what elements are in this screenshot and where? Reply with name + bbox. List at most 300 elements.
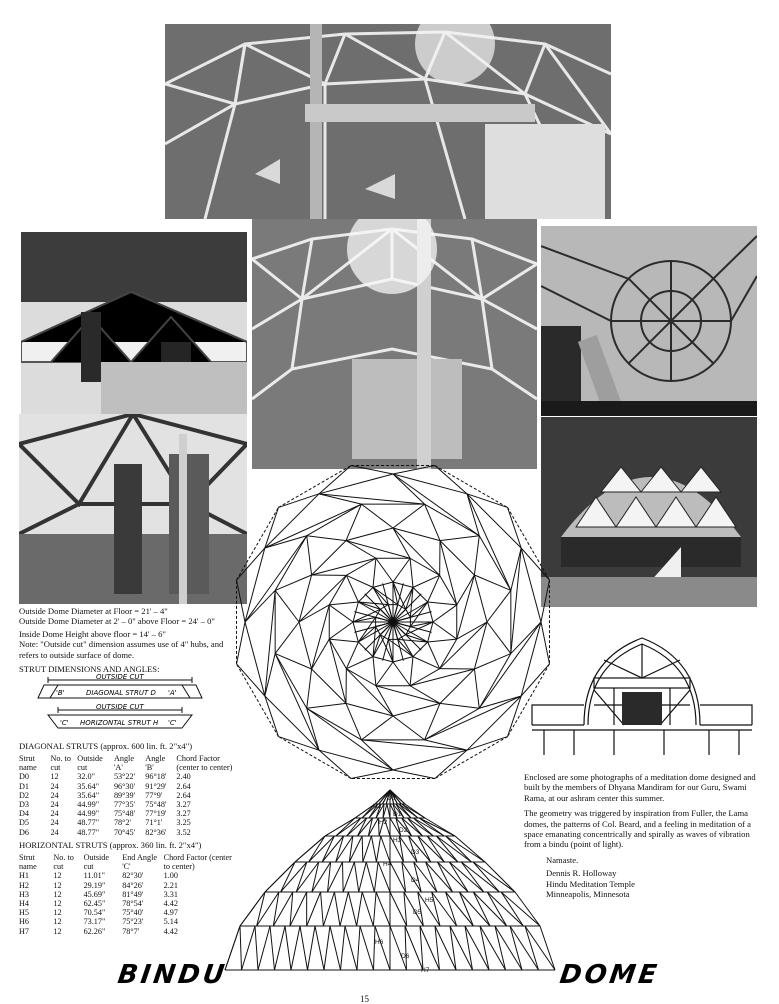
diagonal-strut-line [312, 605, 330, 669]
table-cell: 35.64" [77, 791, 114, 800]
table-cell: 82°36' [145, 828, 176, 837]
table-cell: 62.26" [84, 927, 123, 936]
page-number: 15 [360, 994, 369, 1004]
diagonal-strut-line [270, 926, 275, 970]
diagonal-strut-line [457, 575, 475, 605]
diagonal-strut-line [240, 926, 242, 970]
horizontal-strut-line [299, 622, 312, 669]
table-cell: 71°1' [145, 818, 176, 827]
horizontal-struts-table [19, 853, 239, 936]
table-cell: 48.77" [77, 828, 114, 837]
diagonal-strut-line [321, 892, 324, 926]
diagonal-strut-line [433, 605, 457, 622]
table-cell: 12 [53, 899, 83, 908]
diagonal-strut-line [343, 862, 344, 892]
diagonal-strut-line [275, 926, 286, 970]
table-row [19, 782, 239, 791]
table-cell: 4.42 [164, 927, 239, 936]
diagonal-strut-line [388, 639, 393, 662]
diagonal-strut-line [362, 836, 363, 862]
diagonal-strut-line [281, 862, 307, 892]
photo-dome-exterior-finished [541, 417, 757, 607]
diagonal-strut-line [428, 602, 457, 605]
elevation-strut-label: D6 [401, 953, 410, 960]
diagonal-strut-line [440, 541, 457, 605]
diagonal-strut-line [376, 558, 393, 582]
diagonal-strut-line [413, 575, 440, 587]
diagonal-strut-line [345, 926, 357, 970]
table-row [19, 899, 239, 908]
table-row [19, 800, 239, 809]
diagonal-strut-line [511, 548, 521, 590]
table-cell: 32.0" [77, 772, 114, 781]
description-paragraph-1: Enclosed are some photographs of a meditation dome designed and built by the members of Dhyana Mandiram for our Guru, Swami Rama, at our ashram center this summer. [524, 772, 756, 803]
table-cell: 96°30' [114, 782, 145, 791]
diagonal-strut-line [307, 536, 312, 575]
horizontal-strut-line [237, 664, 279, 737]
elevation-strut-label: D2 [399, 827, 408, 834]
table-cell: 77°35' [114, 800, 145, 809]
diagonal-strut-line [346, 703, 361, 739]
diagonal-strut-line [446, 892, 457, 926]
column-header: End Angle 'C' [122, 853, 163, 871]
diagonal-strut-line [373, 587, 398, 604]
diagonal-strut-line [413, 657, 440, 669]
strut-drawings [30, 670, 210, 736]
diagonal-strut-line [329, 605, 353, 622]
diagonal-strut-line [425, 504, 440, 540]
diagonal-strut-line [265, 590, 275, 696]
diagonal-strut-line [265, 862, 295, 892]
diagonal-strut-line [265, 696, 279, 737]
table-cell: 11.01" [84, 871, 123, 880]
outside-cut-label-2: OUTSIDE CUT [96, 703, 144, 711]
table-cell: D2 [19, 791, 50, 800]
table-cell: 96°18' [145, 772, 176, 781]
table-row [19, 828, 239, 837]
diagonal-strut-line [354, 862, 358, 892]
horizontal-strut-label: HORIZONTAL STRUT H [80, 719, 159, 727]
horizontal-strut-line [425, 708, 480, 740]
table-cell: 12 [53, 908, 83, 917]
table-cell: 3.52 [176, 828, 239, 837]
elevation-strut-label: H6 [375, 939, 384, 946]
diagonal-strut-line [309, 836, 335, 862]
column-header: Angle 'B' [145, 754, 176, 772]
diagonal-strut-line [362, 892, 373, 926]
angle-c-label-right: 'C' [168, 719, 177, 727]
diagonal-strut-line [371, 836, 376, 862]
column-header: No. to cut [50, 754, 77, 772]
diagonal-strut-line [346, 575, 358, 602]
diagonal-strut-line [459, 892, 490, 926]
table-row [19, 772, 239, 781]
table-cell: D4 [19, 809, 50, 818]
diagonal-strut-line [467, 737, 508, 751]
table-row [19, 927, 239, 936]
diagonal-strut-line [336, 818, 355, 836]
diagonal-strut-line [242, 926, 256, 970]
horizontal-strut-line [329, 639, 346, 669]
table-cell: 3.25 [176, 818, 239, 827]
elevation-strut-label: H5 [425, 897, 434, 904]
table-cell: 53°22' [114, 772, 145, 781]
table-cell: D3 [19, 800, 50, 809]
diagonal-strut-line [323, 892, 334, 926]
table-row [19, 917, 239, 926]
table-cell: 5.14 [164, 917, 239, 926]
horizontal-strut-line [312, 541, 346, 575]
diagonal-strut-line [446, 836, 472, 862]
dome-specs [19, 606, 239, 674]
diagonal-strut-line [265, 654, 275, 696]
table-cell: 77°19' [145, 809, 176, 818]
diagonal-strut-line [540, 926, 555, 970]
diagonal-strut-line [388, 639, 413, 656]
table-row [19, 890, 239, 899]
diagonal-strut-line [357, 926, 360, 970]
table-cell: 3.31 [164, 890, 239, 899]
diagonal-strut-line [258, 926, 270, 970]
diagonal-strut-line [511, 548, 521, 654]
namaste: Namaste. [546, 855, 756, 865]
elevation-strut-label: D4 [411, 877, 420, 884]
diagonal-strut-line [428, 642, 440, 669]
table-cell: 1.00 [164, 871, 239, 880]
table-cell: 35.64" [77, 782, 114, 791]
horizontal-table-title: HORIZONTAL STRUTS (approx. 360 lin. ft. 2"x4") [19, 840, 201, 850]
diagonal-strut-line [324, 926, 330, 970]
photo-workers-exterior [21, 232, 247, 414]
horizontal-strut-line [435, 737, 508, 779]
table-cell: 78°2' [114, 818, 145, 827]
diagonal-table-title: DIAGONAL STRUTS (approx. 600 lin. ft. 2"x4") [19, 741, 192, 751]
table-cell: 78°7' [122, 927, 163, 936]
diagonal-strut-line [393, 558, 410, 582]
diagonal-strut-line [440, 622, 487, 669]
table-cell: 91°29' [145, 782, 176, 791]
diagonal-strut-line [357, 892, 363, 926]
table-cell: 24 [50, 800, 77, 809]
diagonal-strut-line [474, 654, 510, 669]
table-cell: D1 [19, 782, 50, 791]
diagonal-strut-line [376, 836, 380, 862]
photo-dome-interior-right [541, 226, 757, 416]
diagonal-strut-line [361, 740, 467, 750]
diagonal-strut-line [393, 528, 440, 575]
diagonal-strut-line [319, 494, 361, 504]
photo-dome-interior-top [165, 24, 611, 219]
diagonal-strut-line [459, 892, 473, 926]
elevation-strut-label: D0 [387, 795, 396, 802]
diagonal-strut-line [373, 892, 376, 926]
diagonal-strut-line [440, 536, 479, 541]
diagonal-strut-line [410, 602, 427, 627]
diagonal-strut-line [433, 622, 457, 639]
diagonal-strut-line [336, 836, 344, 862]
table-cell: 89°39' [114, 791, 145, 800]
diagonal-strut-line [315, 926, 324, 970]
diagonal-strut-line [426, 862, 437, 892]
table-cell: H1 [19, 871, 53, 880]
table-row [19, 908, 239, 917]
diagonal-strut-line [485, 862, 515, 892]
diagonal-strut-line [393, 662, 410, 686]
table-row [19, 809, 239, 818]
diagonal-strut-line [346, 657, 373, 669]
horizontal-strut-line [346, 558, 376, 575]
author-name: Dennis R. Holloway [546, 868, 756, 878]
horizontal-strut-line [278, 466, 351, 508]
horizontal-strut-line [307, 504, 362, 536]
horizontal-strut-line [474, 622, 487, 669]
diagonal-strut-line [359, 862, 367, 892]
diagonal-strut-line [455, 836, 485, 862]
diagonal-strut-line [319, 494, 425, 504]
table-cell: 24 [50, 828, 77, 837]
table-cell: 2.21 [164, 881, 239, 890]
elevation-strut-label: D5 [413, 909, 422, 916]
outside-cut-label-1: OUTSIDE CUT [96, 673, 144, 681]
column-header: Outside cut [77, 754, 114, 772]
diagonal-strut-line [390, 926, 407, 970]
table-cell: D6 [19, 828, 50, 837]
elevation-strut-label: D3 [411, 849, 420, 856]
diagonal-strut-line [307, 703, 346, 708]
table-cell: 70°45' [114, 828, 145, 837]
horizontal-strut-line [410, 669, 440, 686]
table-cell: 45.69" [84, 890, 123, 899]
diagonal-strut-line [381, 836, 390, 862]
diagonal-strut-line [374, 862, 378, 892]
table-cell: 82°30' [122, 871, 163, 880]
column-header: Strut name [19, 853, 53, 871]
horizontal-strut-line [440, 669, 474, 703]
diagonal-strut-line [351, 466, 393, 474]
horizontal-strut-line [312, 669, 346, 703]
table-cell: H3 [19, 890, 53, 899]
horizontal-strut-line [474, 575, 487, 622]
elevation-strut-label: H2 [379, 819, 388, 826]
diagonal-strut-line [487, 622, 511, 654]
table-cell: 75°48' [145, 800, 176, 809]
horizontal-strut-line [440, 541, 474, 575]
table-cell: 75°48' [114, 809, 145, 818]
diagonal-strut-line [275, 590, 299, 622]
diagonal-strut-line [405, 926, 407, 970]
diagonal-strut-line [410, 558, 413, 587]
table-cell: 12 [53, 917, 83, 926]
description-block [524, 772, 756, 899]
table-cell: 3.27 [176, 809, 239, 818]
diagonal-strut-line [341, 926, 346, 970]
table-cell: 4.97 [164, 908, 239, 917]
horizontal-strut-line [278, 737, 351, 779]
diagonal-strut-line [410, 669, 474, 686]
outside-cut-note: Note: "Outside cut" dimension assumes use of 4" hubs, and refers to outside surface of dome. [19, 639, 234, 660]
diagonal-strut-line [480, 926, 506, 970]
diagonal-strut-line [393, 504, 425, 528]
angle-c-label-left: 'C' [60, 719, 69, 727]
elevation-strut-label: D1 [393, 811, 402, 818]
diagonal-strut-line [330, 926, 341, 970]
horizontal-strut-line [440, 575, 457, 605]
table-cell: H6 [19, 917, 53, 926]
diagonal-strut-line [480, 926, 489, 970]
diagonal-strut-line [366, 862, 374, 892]
diagonal-strut-line [374, 926, 376, 970]
diagonal-strut-line [425, 740, 467, 750]
table-cell: H2 [19, 881, 53, 890]
table-cell: 2.40 [176, 772, 239, 781]
diagonal-strut-line [473, 862, 499, 892]
diagonal-strut-line [257, 892, 279, 926]
diagonal-strut-line [340, 892, 348, 926]
dome-plan-diagram [228, 452, 558, 792]
diagonal-strut-line [343, 862, 354, 892]
diagonal-strut-line [351, 770, 393, 778]
table-cell: 78°54' [122, 899, 163, 908]
diagonal-strut-line [295, 836, 325, 862]
diagonal-strut-line [361, 716, 393, 740]
diagonal-strut-line [495, 926, 522, 970]
table-cell: 2.64 [176, 791, 239, 800]
diagonal-strut-line [255, 926, 258, 970]
table-cell: 84°26' [122, 881, 163, 890]
table-cell: D5 [19, 818, 50, 827]
diagonal-strut-line [410, 686, 440, 704]
diagonal-strut-line [361, 504, 393, 528]
diagonal-strut-line [296, 862, 307, 892]
elevation-strut-label: H3 [393, 837, 402, 844]
diagonal-strut-line [525, 926, 555, 970]
photo-workers-inside-frame [19, 414, 247, 604]
diagonal-strut-line [312, 639, 330, 669]
elevation-strut-label: H7 [421, 967, 430, 974]
horizontal-strut-line [346, 703, 393, 716]
table-cell: 70.54" [84, 908, 123, 917]
angle-a-label: 'A' [168, 689, 177, 697]
author-org: Hindu Meditation Temple [546, 879, 756, 889]
diagonal-strut-line [329, 622, 353, 639]
table-cell: 29.19" [84, 881, 123, 890]
angle-b-label: 'B' [56, 689, 65, 697]
dome-section-drawing [524, 630, 760, 760]
diagonal-strut-line [474, 536, 479, 575]
strut-heading: STRUT DIMENSIONS AND ANGLES: [19, 664, 239, 674]
table-cell: 44.99" [77, 800, 114, 809]
diagonal-strut-line [346, 541, 410, 559]
diagonal-strut-line [346, 541, 376, 559]
title-dome: DOME [558, 960, 662, 990]
column-header: Outside cut [84, 853, 123, 871]
diagonal-strut-line [363, 836, 372, 862]
diagonal-strut-line [334, 892, 340, 926]
diagonal-strut-line [291, 926, 300, 970]
diagonal-strut-line [410, 657, 413, 686]
description-paragraph-2: The geometry was triggered by inspiration from Fuller, the Lama domes, the patterns of Col. Beard, and a feeling in meditation of a space emanating concentrically and spirally as waves of vibration from a bindu (point of light). [524, 808, 756, 850]
diagonal-strut-line [308, 926, 316, 970]
table-cell: 24 [50, 791, 77, 800]
diagonal-strut-line [360, 926, 374, 970]
table-cell: 24 [50, 809, 77, 818]
table-cell: 75°40' [122, 908, 163, 917]
diagonal-strut-line [278, 494, 319, 508]
table-cell: 62.45" [84, 899, 123, 908]
table-cell: H4 [19, 899, 53, 908]
diagonal-strut-line [346, 669, 393, 716]
diagonal-strut-line [346, 575, 373, 587]
diagonal-strut-line [275, 575, 311, 590]
dome-elevation-diagram [215, 784, 565, 984]
outside-diameter-floor: Outside Dome Diameter at Floor = 21' – 4" [19, 606, 239, 616]
diagonal-strut-line [299, 575, 346, 622]
diagonal-strut-line [446, 892, 474, 926]
diagonal-strut-line [510, 926, 522, 970]
table-cell: H7 [19, 927, 53, 936]
diagonal-strut-line [358, 617, 375, 642]
column-header: Angle 'A' [114, 754, 145, 772]
diagonal-strut-line [438, 862, 469, 892]
diagonal-strut-line [281, 862, 295, 892]
table-cell: 77°9' [145, 791, 176, 800]
diagonal-strut-line [440, 703, 479, 708]
diagonal-strut-line [376, 686, 440, 704]
diagonal-strut-line [487, 590, 511, 622]
table-cell: D0 [19, 772, 50, 781]
elevation-strut-label: H4 [383, 861, 392, 868]
diagonal-strut-line [541, 580, 549, 622]
diagonal-strut-line [426, 862, 453, 892]
horizontal-strut-line [237, 507, 279, 580]
diagonal-strut-line [435, 926, 440, 970]
table-row [19, 871, 239, 880]
diagonal-strut-line [353, 617, 376, 622]
diagonal-struts-table [19, 754, 239, 837]
diagonal-strut-line [428, 639, 457, 642]
table-cell: 12 [53, 927, 83, 936]
diagonal-strut-line [510, 926, 539, 970]
column-header: Chord Factor (center to center) [176, 754, 239, 772]
horizontal-strut-line [435, 466, 508, 508]
table-cell: 24 [50, 818, 77, 827]
horizontal-strut-line [299, 575, 312, 622]
diagonal-strut-line [525, 926, 539, 970]
diagonal-strut-line [495, 926, 506, 970]
column-header: Chord Factor (center to center) [164, 853, 239, 871]
table-cell: 48.77" [77, 818, 114, 827]
diagonal-strut-line [438, 862, 453, 892]
table-cell: 73.17" [84, 917, 123, 926]
diagonal-strut-line [393, 466, 435, 474]
table-row [19, 791, 239, 800]
diagonal-strut-line [473, 892, 490, 926]
table-row [19, 818, 239, 827]
outside-diameter-above: Outside Dome Diameter at 2' – 0" above Floor = 24' – 0" [19, 616, 239, 626]
table-cell: 2.64 [176, 782, 239, 791]
table-cell: 12 [53, 871, 83, 880]
diagonal-strut-line [428, 575, 440, 602]
diagonal-strut-line [285, 926, 291, 970]
diagonal-strut-line [373, 558, 376, 587]
table-cell: 75°23' [122, 917, 163, 926]
table-cell: 4.42 [164, 899, 239, 908]
diagonal-strut-line [457, 575, 475, 639]
diagonal-strut-line [309, 836, 325, 862]
diagonal-strut-line [376, 662, 393, 686]
table-cell: 81°49' [122, 890, 163, 899]
diagonal-strut-line [307, 536, 346, 541]
